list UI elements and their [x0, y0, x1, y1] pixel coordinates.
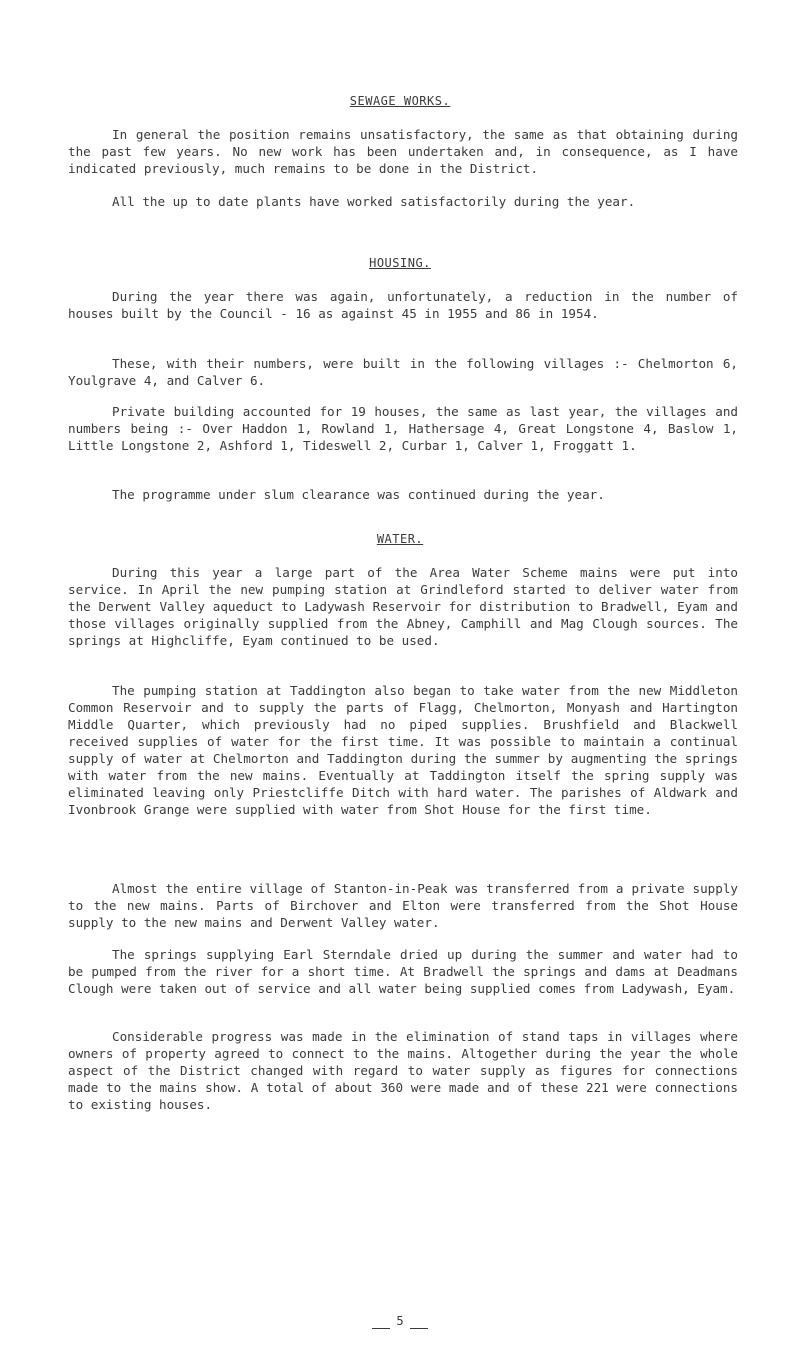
water-paragraph-1: During this year a large part of the Area Water Scheme mains were put into service. In April the new pumping station at Grindleford started to deliver water from the Derwent Valley aqueduct to Ladywash Reservoir for distribution to Bradwell, Eyam and those villages originally supplied from the Abney, Camphill and Mag Clough sources. The springs at Highcliffe, Eyam continued to be used. — [68, 565, 738, 648]
housing-paragraph-4: The programme under slum clearance was continued during the year. — [112, 487, 605, 502]
sewage-paragraph-1: In general the position remains unsatisfactory, the same as that obtaining during the past few years. No new work has been undertaken and, in consequence, as I have indicated previously, much remains to be done in the District. — [68, 127, 738, 176]
water-paragraph-4: The springs supplying Earl Sterndale dried up during the summer and water had to be pumped from the river for a short time. At Bradwell the springs and dams at Deadmans Clough were taken out of service and all water being supplied comes from Ladywash, Eyam. — [68, 947, 738, 996]
sewage-paragraph-2: All the up to date plants have worked satisfactorily during the year. — [112, 194, 636, 209]
footer-dash-right — [410, 1328, 428, 1329]
water-paragraph-2: The pumping station at Taddington also began to take water from the new Middleton Common Reservoir and to supply the parts of Flagg, Chelmorton, Monyash and Hartington Middle Quarter, which previously had no piped supplies. Brushfield and Blackwell received supplies of water for the first time. It was possible to maintain a continual supply of water at Chelmorton and Taddington during the summer by augmenting the springs with water from the new mains. Eventually at Taddington itself the spring supply was eliminated leaving only Priestcliffe Ditch with hard water. The parishes of Aldwark and Ivonbrook Grange were supplied with water from Shot House for the first time. — [68, 683, 738, 817]
housing-paragraph-2: These, with their numbers, were built in the following villages :- Chelmorton 6, Youlgrave 4, and Calver 6. — [68, 356, 738, 388]
housing-paragraph-1: During the year there was again, unfortunately, a reduction in the number of houses built by the Council - 16 as against 45 in 1955 and 86 in 1954. — [68, 289, 738, 321]
water-paragraph-5: Considerable progress was made in the elimination of stand taps in villages where owners of property agreed to connect to the mains. Altogether during the year the whole aspect of the District changed with regard to water supply as figures for connections made to the mains show. A total of about 360 were made and of these 221 were connections to existing houses. — [68, 1029, 738, 1112]
water-paragraph-3: Almost the entire village of Stanton-in-Peak was transferred from a private supply to the new mains. Parts of Birchover and Elton were transferred from the Shot House supply to the new mains and Derwent Valley water. — [68, 881, 738, 930]
housing-heading: HOUSING. — [369, 256, 431, 270]
water-heading: WATER. — [376, 532, 424, 546]
page-footer — [0, 1314, 800, 1329]
page-number: 5 — [396, 1314, 404, 1328]
footer-dash-left — [372, 1328, 390, 1329]
sewage-works-heading: SEWAGE WORKS. — [349, 94, 451, 108]
housing-paragraph-3: Private building accounted for 19 houses, the same as last year, the villages and numbers being :- Over Haddon 1, Rowland 1, Hathersage 4, Great Longstone 4, Baslow 1, Little Longstone 2, Ashford 1, Tideswell 2, Curbar 1, Calver 1, Froggatt 1. — [68, 404, 738, 453]
